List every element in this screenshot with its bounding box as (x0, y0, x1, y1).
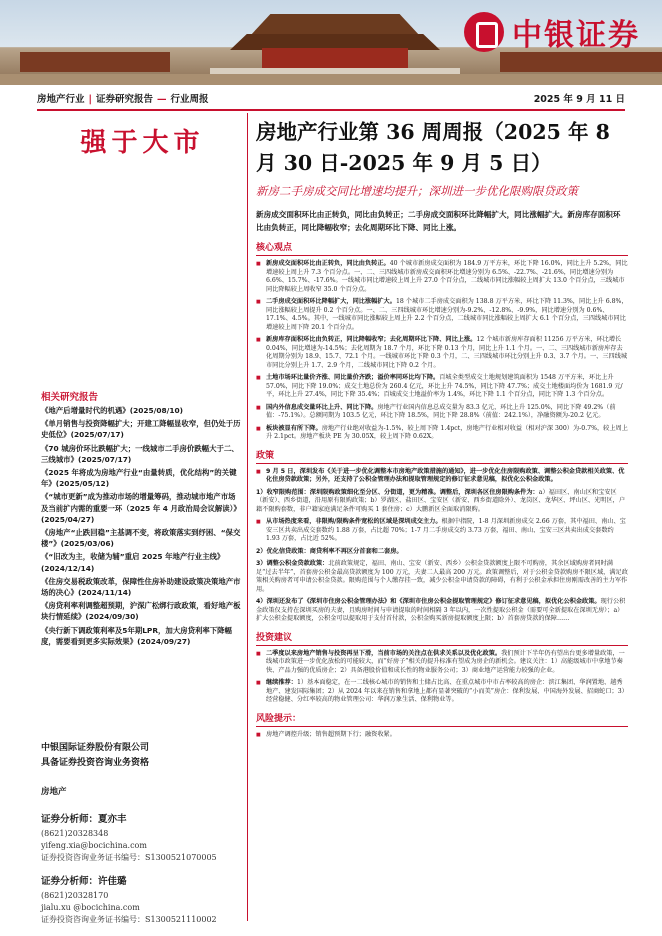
palace-side-right (500, 52, 662, 72)
related-reports-title: 相关研究报告 (41, 392, 99, 403)
report-type-label: 证券研究报告 (96, 93, 154, 105)
related-report-item[interactable]: 《房地产“止跌回稳”主基调不变，将政策落实到纾困、“保交楼”》(2025/03/06) (41, 528, 241, 549)
policy-list (256, 468, 628, 485)
palace-side-left (20, 52, 170, 72)
header-banner (0, 0, 662, 85)
investment-item: ■ 继续推荐：1）基本面稳定，在一二线核心城市的销售和土储占比高、在重点城市中市占率较高的房企：滨江集团、华润置地、越秀地产、建发国际集团；2）从 2024 年以来在销售和拿地上都有显著突破的“小而美”房企：保利发展、中国海外发展、招商蛇口；3）经营稳健、分红率较高的物业管理公司：华润万象生活、保利物业等。 (256, 679, 628, 705)
brand-logo (464, 10, 640, 54)
core-views-list (256, 260, 628, 442)
analyst-license: 证券投资咨询业务证书编号：S1300521070005 (41, 853, 217, 862)
analyst-phone: (8621)20328348 (41, 829, 109, 838)
risk-heading: 风险提示： (256, 711, 628, 727)
investment-list (256, 650, 628, 705)
related-report-item[interactable]: 《单月销售与投资降幅扩大；开建工降幅显收窄，但仍处于历史低位》(2025/07/17) (41, 419, 241, 440)
investment-heading: 投资建议 (256, 630, 628, 646)
core-view-item: ■ 国内外信息成交量环比上升、同比下降。房地产行业国内信息总成交量为 83.3 亿元，环比上升 125.0%，同比下降 49.2%（前值：-75.1%）。总额同期为 103.5 亿元，环比下降 18.5%，同比下降 28.8%（前值：242.1%），净融资额为-20.2 亿元。 (256, 404, 628, 421)
related-report-item[interactable]: 《70 城房价环比跌幅扩大；一线城市二手房价跌幅大于二、三线城市》(2025/07/17) (41, 443, 239, 464)
analyst-license: 证券投资咨询业务证书编号：S1300521110002 (41, 915, 217, 924)
policy-paragraph: 1）收窄限购范围：深圳限购政策细化至分区、分街道，更为精准。调整后，深圳各区住房限购条件为：a）福田区、南山区和宝安区（新安）、西乡街道，沿用原有限购政策；b）罗湖区、盐田区、宝安区（新安、西乡街道除外）、龙岗区、龙华区、坪山区、光明区，户籍不限购套数，非户籍家庭满足条件可购买 1 套住房；c）大鹏新区全面取消限购。 (256, 488, 626, 513)
related-report-item[interactable]: 《2025 年将成为房地产行业“由量转质，优化结构”的关键年》(2025/05/12) (41, 468, 237, 489)
core-view-item: ■ 新房成交面积环比由正转负，同比由负转正。40 个城市新房成交面积为 184.9 万平方米，环比下降 16.0%，同比上升 5.2%，同比增速较上周上升 7.3 个百分点。一、二、三四线城市新房成交面积环比增速分别为 6.5%、-22.7%、-21.6%，同比增速分别为 6.6%、15.7%、-17.6%。一线城市同比增速较上周上升 27.0 个百分点，二线城市同比涨幅较上周扩大 13.0 个百分点，三线城市同比降幅较上周收窄 35.0 个百分点。 (256, 260, 628, 294)
brand-name: 中银证券 (512, 18, 640, 53)
palace-roof-top (250, 14, 420, 36)
sector-label: 房地产 (41, 787, 67, 797)
policy-paragraph: 2）优化信贷政策：商贷利率不再区分首套和二套房。 (256, 547, 403, 555)
category-label: 行业周报 (170, 93, 209, 105)
policy-heading: 政策 (256, 448, 628, 464)
analyst-email[interactable]: jialu.xu @bocichina.com (41, 903, 140, 912)
left-sidebar (37, 113, 248, 924)
report-date: 2025 年 9 月 11 日 (533, 93, 625, 105)
report-header-bar (37, 86, 625, 111)
core-view-item: ■ 二手房成交面积环比降幅扩大，同比涨幅扩大。18 个城市二手房成交面积为 138.8 万平方米，环比下降 11.3%，同比上升 6.8%，同比涨幅较上周提升 0.2 个百分点。一、二、三四线城市环比增速分别为-9.2%、-12.8%、-9.9%，同比增速分别为 0.6%、17.1%、4.5%。其中，一线城市同比涨幅较上周上升 2.2 个百分点，二线城市同比涨幅较上周扩大 6.1 个百分点，三四线城市同比增速较上周下降 20.1 个百分点。 (256, 298, 628, 332)
company-qualification: 具备证券投资咨询业务资格 (41, 758, 150, 768)
rating-badge: 强于大市 (80, 128, 205, 158)
related-report-item[interactable]: 《“城市更新”成为推动市场的增量筹码，推动城市地产市场及当前扩内需的重要一环（2025 年 4 月政治局会议解读）》(2025/04/27) (41, 492, 241, 524)
analyst-name: 证券分析师：夏亦丰 (41, 814, 127, 825)
policy-item: ■ 从市场热度来看，非限购/限购条件宽松的区域是深圳成交主力。根据中指院，1-8 月深圳新房成交 2.66 万套，其中福田、南山、宝安三区共卖出成交套数约 1.88 万套，占比超 70%；1-7 月二手房成交约 3.73 万套，福田、南山、宝安三区共卖出成交套数约 1.93 万套，占比近 52%。 (256, 518, 628, 544)
analyst-card (41, 811, 246, 864)
policy-paragraph: 3）调整公积金贷款政策：北前政策规定，福田、南山、宝安（新安、西乡）公积金贷款额度上限不可购房，其余区域购房者同时满足“过去半年”，首套房公积金最高贷款额度为 100 万元，夫妻二人最高 200 万元。政策调整后，对于公积金贷款购房不限区域，满足政策相关购房者可申请公积金贷款。限购范围与个人缴存挂一致，减少公积金申请贷款的障碍，有利于公积金承担住房刚需改善的主力军作用。 (256, 560, 628, 593)
analyst-email[interactable]: yifeng.xia@bocichina.com (41, 841, 147, 850)
main-content (256, 113, 628, 739)
palace-hall (262, 48, 408, 70)
core-view-item: ■ 板块被显有所下降。房地产行业绝对收益为-1.5%，较上周下降 1.4pct，房地产行业相对收益（相对沪深 300）为-0.7%，较上周上升 2.1pct。房地产板块 PE 为 30.05X，较上周下降 0.62X。 (256, 425, 628, 442)
core-views-heading: 核心观点 (256, 240, 628, 256)
report-breadcrumb: 房地产行业 | 证券研究报告 — 行业周报 (37, 93, 209, 105)
industry-label: 房地产行业 (37, 93, 85, 105)
analyst-card (41, 873, 246, 926)
report-summary: 新房成交面积环比由正转负，同比由负转正；二手房成交面积环比降幅扩大，同比涨幅扩大。新房库存面积环比由负转正，同比降幅收窄；去化周期环比下降、同比上涨。 (256, 210, 621, 232)
report-subtitle: 新房二手房成交同比增速均提升；深圳进一步优化限购限贷政策 (256, 184, 578, 198)
policy-paragraph: 4）深圳还发布了《深圳市住房公积金管理办法》和《深圳市住房公积金提取管理规定》修订征求意见稿，拟优化公积金政策。现行公积金政策仅支持在深圳买房的夫妻，且购房时间与申请提取的时间相隔 3 年以内，一次性提取公积金（需要可全新提取在深圳无房）；a）扩大公积金提取额度，公积金可以提取用于支付首付款，公积金购买新房提取额度上限；b）首套房贷款的保障…… (256, 598, 626, 622)
related-report-item[interactable]: 《地产后增量时代的机遇》(2025/08/10) (41, 406, 183, 415)
risk-item: ■ 房地产调控升级；销售超预期下行；融资收紧。 (256, 731, 628, 740)
company-name: 中银国际证券股份有限公司 (41, 743, 150, 753)
bank-of-china-logo-icon (464, 12, 504, 52)
analyst-name: 证券分析师：许佳璐 (41, 876, 127, 887)
related-report-item[interactable]: 《房贷利率利调整超预期，沪深广松绑行政政策，看好地产板块行情延续》(2024/09/30) (41, 601, 241, 622)
core-view-item: ■ 土地市场环比量价齐涨、同比量价齐跌；溢价率同环比均下降。百城全类型成交土地规划建筑面积为 1548 万平方米，环比上升 57.0%，同比下降 19.0%；成交土地总价为 260.4 亿元，环比上升 74.5%，同比下降 47.7%；成交土地楼面均价为 1681.9 元/平，环比上升 27.4%，同比下降 35.4%；百城成交土地溢价率为 1.4%，环比下降 1.1 个百分点，同比下降 1.3 个百分点。 (256, 374, 628, 400)
policy-item: ■ 9 月 5 日，深圳发布《关于进一步优化调整本市房地产政策措施的通知》，进一步优化住房限购政策、调整公积金贷款相关政策、优化住房贷款政策；另外，还支持了公积金管理办法和提取管理规定的修订征求意见稿，拟优化公积金政策。 (256, 468, 628, 485)
policy-list (256, 518, 628, 544)
report-title: 房地产行业第 36 周周报（2025 年 8 月 30 日-2025 年 9 月 5 日） (256, 120, 610, 175)
palace-ground (0, 74, 662, 85)
core-view-item: ■ 新房库存面积环比由负转正，同比降幅收窄；去化周期环比下降、同比上涨。12 个城市新房库存面积 11256 万平方米，环比增长 0.04%，同比增速为-14.5%；去化周期为 18.7 个月，环比下降 0.13 个月，同比上升 1.1 个月。一、二、三四线城市新房库存去化周期分别为 18.9、15.7、72.1 个月。一线城市环比下降 0.3 个月，二、三四线城市环比分别上升 0.3、3.7 个月。一、三四线城市同比分别上升 1.7、2.9 个月，二线城市同比下降 0.2 个月。 (256, 336, 628, 370)
company-info (41, 741, 246, 771)
related-report-item[interactable]: 《央行新下调政策利率及5年期LPR，加大房贷利率下降幅度，需要看到更多实际效果》(2024/09/27) (41, 625, 232, 646)
related-report-item[interactable]: 《“旧改为主，收储为辅”重启 2025 年地产行业主线》(2024/12/14) (41, 552, 225, 573)
risk-list (256, 731, 628, 740)
investment-item: ■ 二季度以来房地产销售与投资再呈下滑，当前市场的关注点在供求关系以及优化政策。我们预计下半年仍有望出台更多增量政策，一线城市政策进一步优化放松的可能较大，而“好房子”相关的提升标准有望成为房企的新机会。建议关注：1）高能级城市中拿地节奏快、产品力强的优质房企；2）具备港股价值和成长性的物业服务公司；3）商业地产运营能力较强的企业。 (256, 650, 628, 676)
related-reports-list (41, 405, 241, 649)
related-report-item[interactable]: 《住房交易税政策改革，保障性住房补助建设政策决策地产市场的决心》(2024/11/14) (41, 576, 241, 598)
analyst-phone: (8621)20328170 (41, 891, 109, 900)
